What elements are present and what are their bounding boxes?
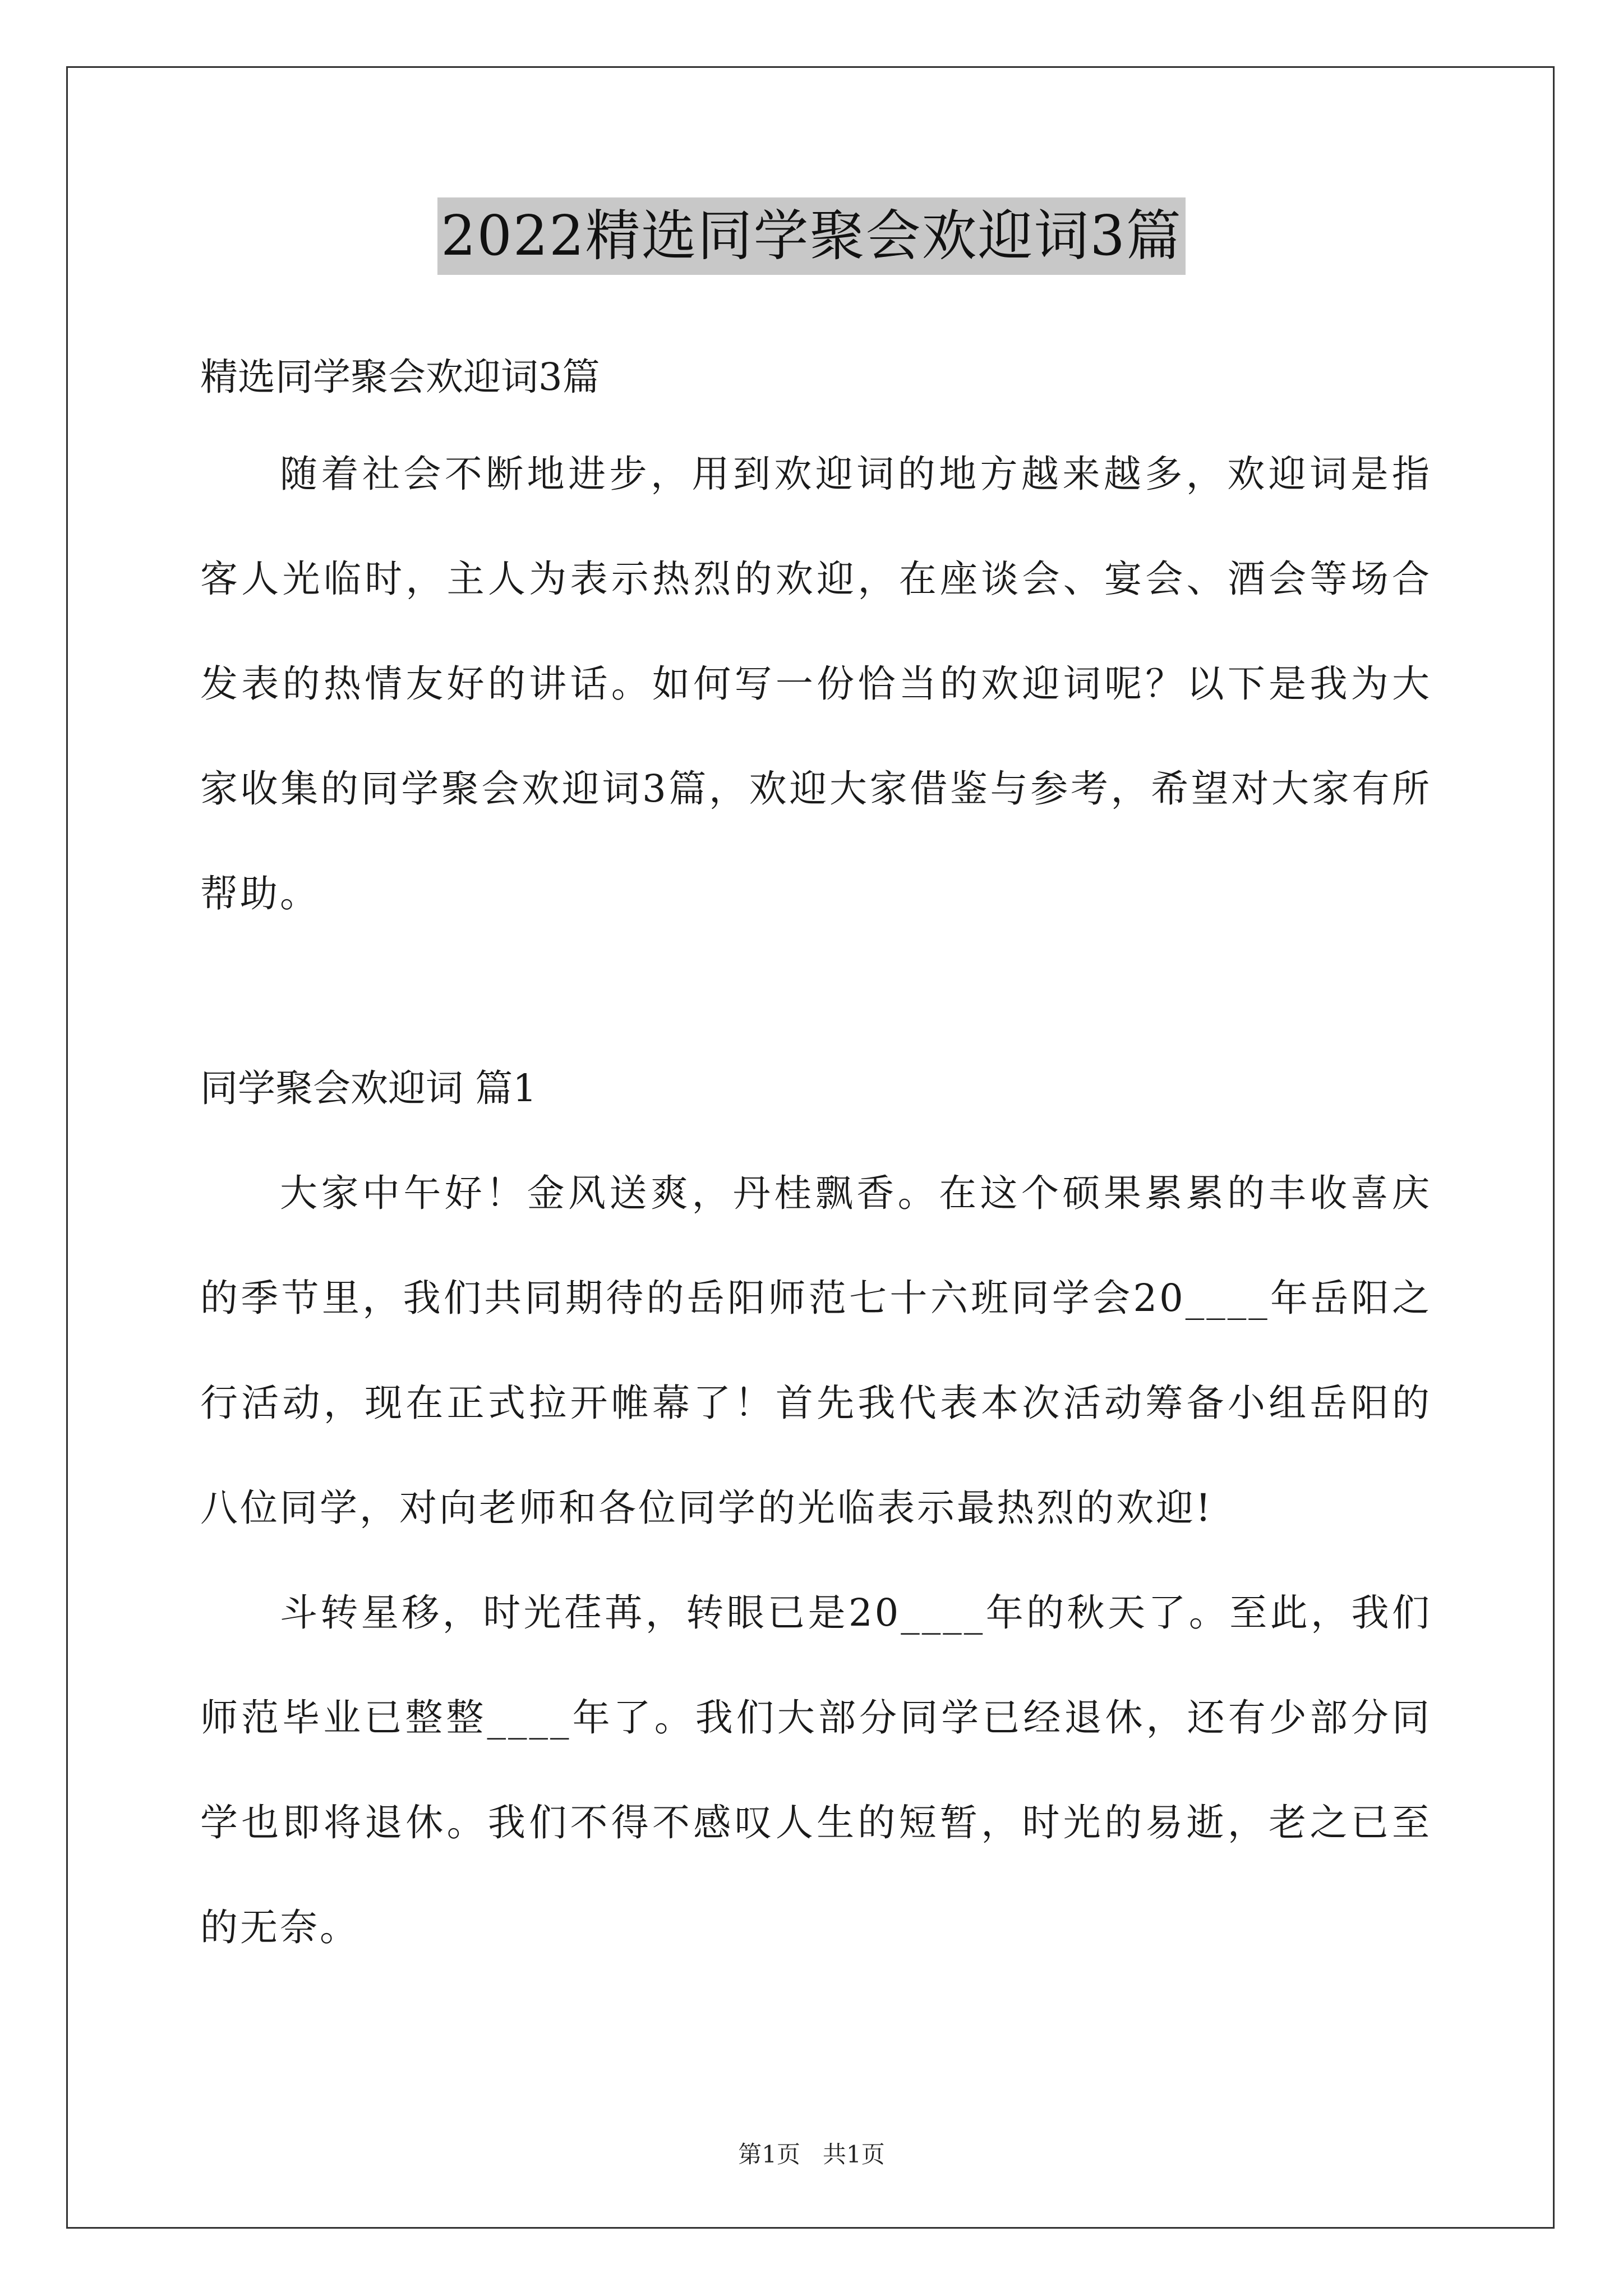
section-heading: 同学聚会欢迎词 篇1 xyxy=(200,1066,537,1110)
section-paragraph-2: 斗转星移，时光荏苒，转眼已是20____年的秋天了。至此，我们师范毕业已整整____年了。我们大部分同学已经退休，还有少部分同学也即将退休。我们不得不感叹人生的短暂，时光的易逝，老之已至的无奈。 xyxy=(200,1591,1432,1949)
section-paragraph-1: 大家中午好！金风送爽，丹桂飘香。在这个硕果累累的丰收喜庆的季节里，我们共同期待的岳阳师范七十六班同学会20____年岳阳之行活动，现在正式拉开帷幕了！首先我代表本次活动筹备小组岳阳的八位同学，对向老师和各位同学的光临表示最热烈的欢迎! xyxy=(200,1171,1432,1530)
document-title: 2022精选同学聚会欢迎词3篇 xyxy=(437,197,1186,275)
document-subtitle: 精选同学聚会欢迎词3篇 xyxy=(200,355,600,399)
intro-paragraph: 随着社会不断地进步，用到欢迎词的地方越来越多，欢迎词是指客人光临时，主人为表示热烈的欢迎，在座谈会、宴会、酒会等场合发表的热情友好的讲话。如何写一份恰当的欢迎词呢？以下是我为大家收集的同学聚会欢迎词3篇，欢迎大家借鉴与参考，希望对大家有所帮助。 xyxy=(200,452,1432,915)
page-footer: 第1页 共1页 xyxy=(738,2141,885,2168)
title-container xyxy=(0,197,1623,275)
document-body xyxy=(200,338,1432,1980)
